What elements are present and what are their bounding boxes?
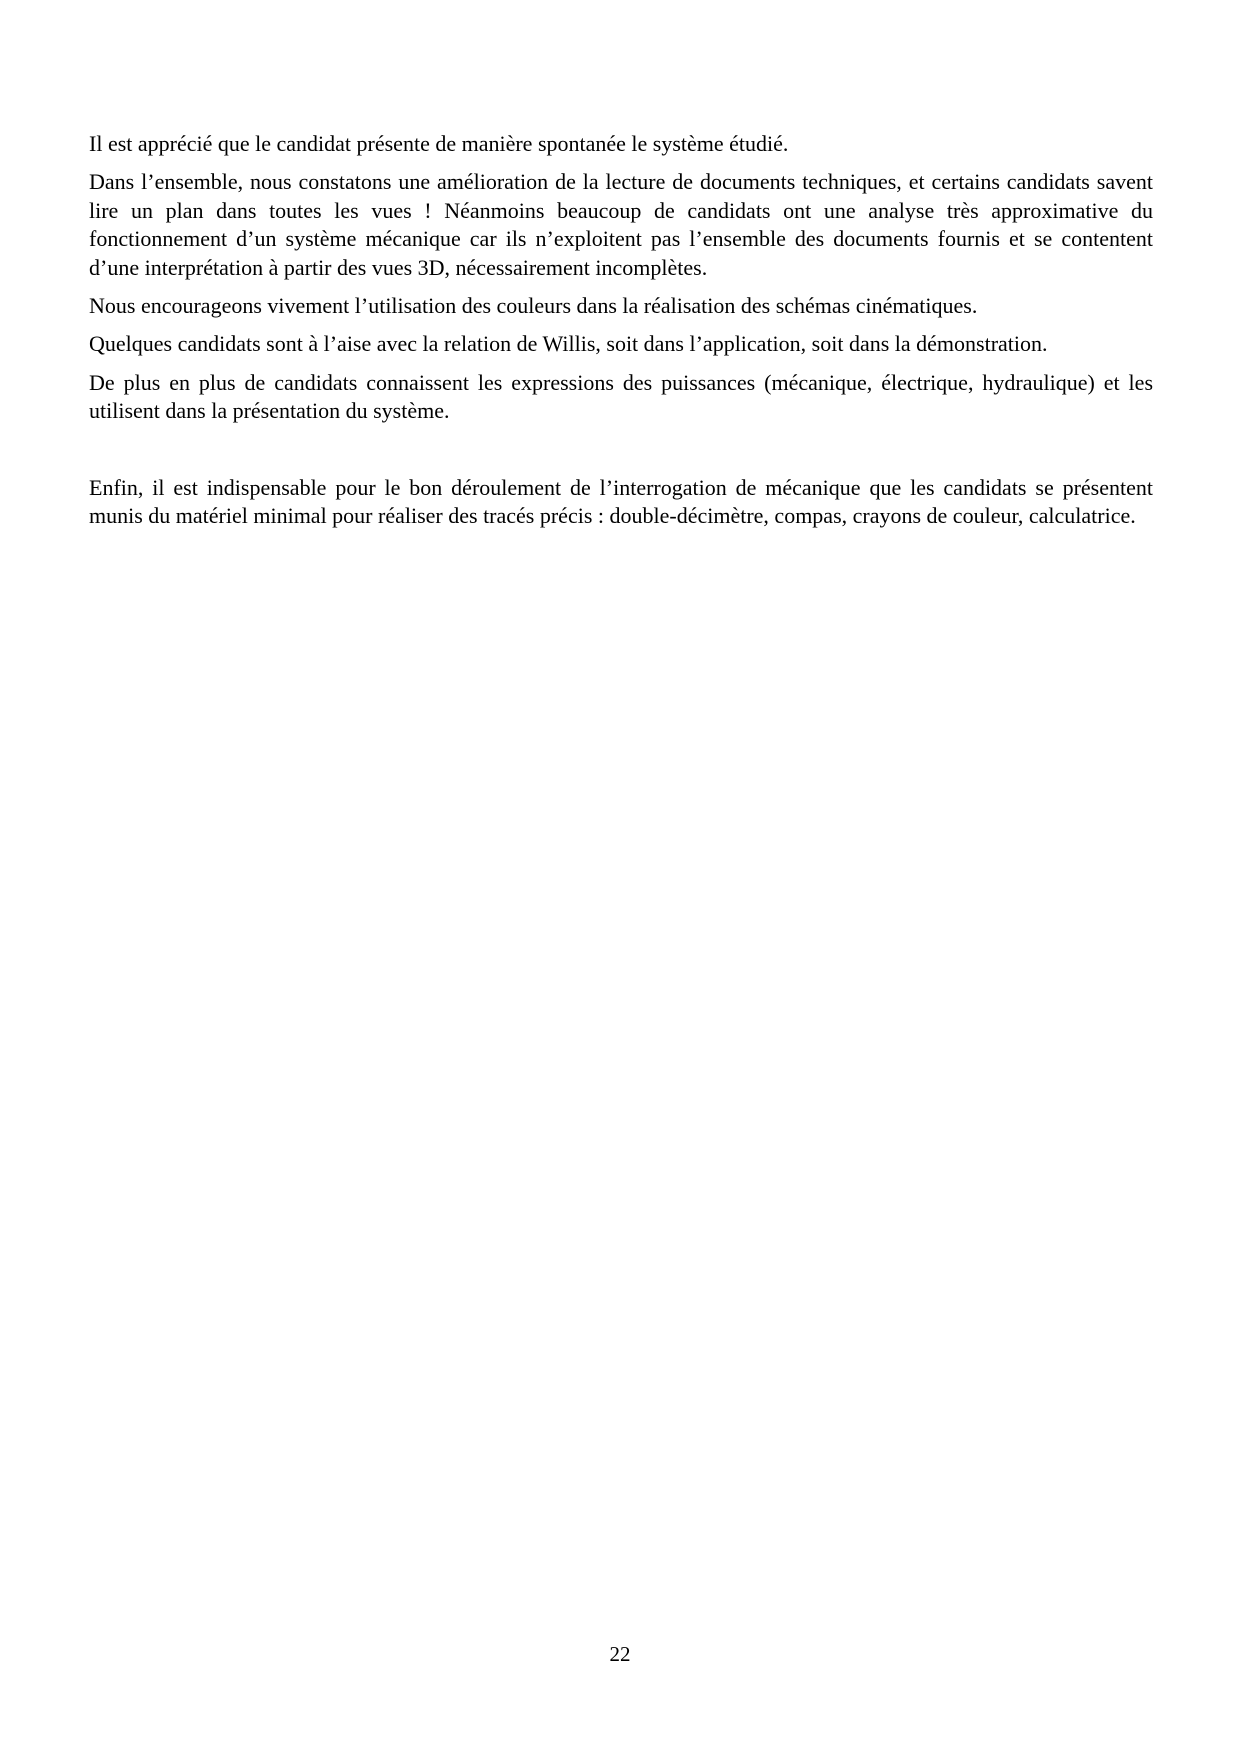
paragraph-equipment: Enfin, il est indispensable pour le bon déroulement de l’interrogation de mécanique que les candidats se présentent munis du matériel minimal pour réaliser des tracés précis : double-décimètre, compas, crayons de couleur, calculatrice.: [89, 474, 1153, 529]
page-number: 22: [609, 1642, 631, 1666]
paragraph-colors: Nous encourageons vivement l’utilisation des couleurs dans la réalisation des schémas cinématiques.: [89, 293, 978, 319]
paragraph-presentation: Il est apprécié que le candidat présente de manière spontanée le système étudié.: [89, 131, 789, 156]
paragraph-power: De plus en plus de candidats connaissent les expressions des puissances (mécanique, électrique, hydraulique) et les utilisent dans la présentation du système.: [89, 369, 1153, 424]
paragraph-technical-reading: Dans l’ensemble, nous constatons une amélioration de la lecture de documents techniques, et certains candidats savent lire un plan dans toutes les vues ! Néanmoins beaucoup de candidats ont une analyse très approximative du fonctionnement d’un système mécanique car ils n’exploitent pas l’ensemble des documents fournis et se contentent d’une interprétation à partir des vues 3D, nécessairement incomplètes.: [89, 169, 1153, 280]
paragraph-willis: Quelques candidats sont à l’aise avec la relation de Willis, soit dans l’application, soit dans la démonstration.: [89, 331, 1048, 357]
body-text: [89, 130, 1153, 540]
